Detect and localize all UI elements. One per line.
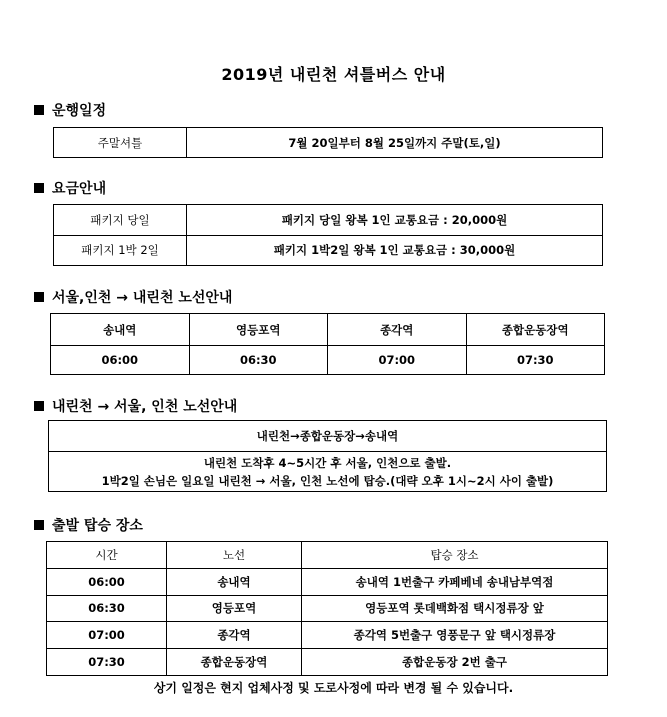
section-label: 서울,인천 → 내린천 노선안내 xyxy=(52,290,233,306)
location-cell: 송내역 1번출구 카페베네 송내남부역점 xyxy=(302,568,608,595)
schedule-value: 7월 20일부터 8월 25일까지 주말(토,일) xyxy=(187,128,603,158)
time-cell: 07:00 xyxy=(328,346,467,375)
header-cell: 노선 xyxy=(167,542,302,569)
table-row xyxy=(47,595,608,622)
time-cell: 06:30 xyxy=(47,595,167,622)
route-out-notes xyxy=(49,452,607,492)
table-row xyxy=(51,346,605,375)
section-route-out-heading xyxy=(34,396,237,416)
route-cell: 영등포역 xyxy=(167,595,302,622)
time-cell: 07:30 xyxy=(466,346,605,375)
table-row xyxy=(54,235,603,266)
boarding-table xyxy=(46,541,608,676)
square-bullet-icon xyxy=(34,183,44,193)
route-cell: 종각역 xyxy=(167,622,302,649)
route-out-table xyxy=(48,420,607,492)
fare-label: 패키지 1박 2일 xyxy=(54,235,187,266)
route-out-line1: 내린천 도착후 4~5시간 후 서울, 인천으로 출발. xyxy=(203,455,452,470)
header-cell: 탑승 장소 xyxy=(302,542,608,569)
route-cell: 송내역 xyxy=(167,568,302,595)
section-route-in-heading xyxy=(34,287,232,307)
footer-note: 상기 일정은 현지 업체사정 및 도로사정에 따라 변경 될 수 있습니다. xyxy=(153,681,514,695)
section-label: 출발 탑승 장소 xyxy=(52,518,143,534)
table-row xyxy=(47,622,608,649)
square-bullet-icon xyxy=(34,401,44,411)
table-row xyxy=(49,421,607,452)
schedule-label: 주말셔틀 xyxy=(54,128,187,158)
route-cell: 종합운동장역 xyxy=(167,649,302,676)
station-cell: 송내역 xyxy=(51,314,190,346)
section-label: 내린천 → 서울, 인천 노선안내 xyxy=(52,399,238,415)
header-cell: 시간 xyxy=(47,542,167,569)
table-row xyxy=(54,205,603,236)
time-cell: 06:30 xyxy=(189,346,328,375)
fare-table xyxy=(53,204,603,266)
square-bullet-icon xyxy=(34,292,44,302)
page-title: 2019년 내린천 셔틀버스 안내 xyxy=(221,65,446,84)
location-cell: 종각역 5번출구 영풍문구 앞 택시정류장 xyxy=(302,622,608,649)
square-bullet-icon xyxy=(34,520,44,530)
table-row xyxy=(51,314,605,346)
square-bullet-icon xyxy=(34,105,44,115)
station-cell: 종각역 xyxy=(328,314,467,346)
table-row xyxy=(54,128,603,158)
section-label: 운행일정 xyxy=(52,103,107,119)
section-boarding-heading xyxy=(34,515,143,535)
fare-value: 패키지 당일 왕복 1인 교통요금 : 20,000원 xyxy=(187,205,603,236)
table-row xyxy=(47,568,608,595)
section-label: 요금안내 xyxy=(52,181,107,197)
schedule-table xyxy=(53,127,603,158)
section-fare-heading xyxy=(34,178,106,198)
route-out-path: 내린천→종합운동장→송내역 xyxy=(49,421,607,452)
fare-value: 패키지 1박2일 왕복 1인 교통요금 : 30,000원 xyxy=(187,235,603,266)
station-cell: 영등포역 xyxy=(189,314,328,346)
table-row xyxy=(49,452,607,492)
time-cell: 06:00 xyxy=(51,346,190,375)
section-schedule-heading xyxy=(34,100,106,120)
table-header-row xyxy=(47,542,608,569)
table-row xyxy=(47,649,608,676)
time-cell: 06:00 xyxy=(47,568,167,595)
route-in-table xyxy=(50,313,605,375)
time-cell: 07:00 xyxy=(47,622,167,649)
route-out-line2: 1박2일 손님은 일요일 내린천 → 서울, 인천 노선에 탑승.(대략 오후 1시~2시 사이 출발) xyxy=(101,473,554,488)
location-cell: 영등포역 롯데백화점 택시정류장 앞 xyxy=(302,595,608,622)
time-cell: 07:30 xyxy=(47,649,167,676)
fare-label: 패키지 당일 xyxy=(54,205,187,236)
station-cell: 종합운동장역 xyxy=(466,314,605,346)
location-cell: 종합운동장 2번 출구 xyxy=(302,649,608,676)
